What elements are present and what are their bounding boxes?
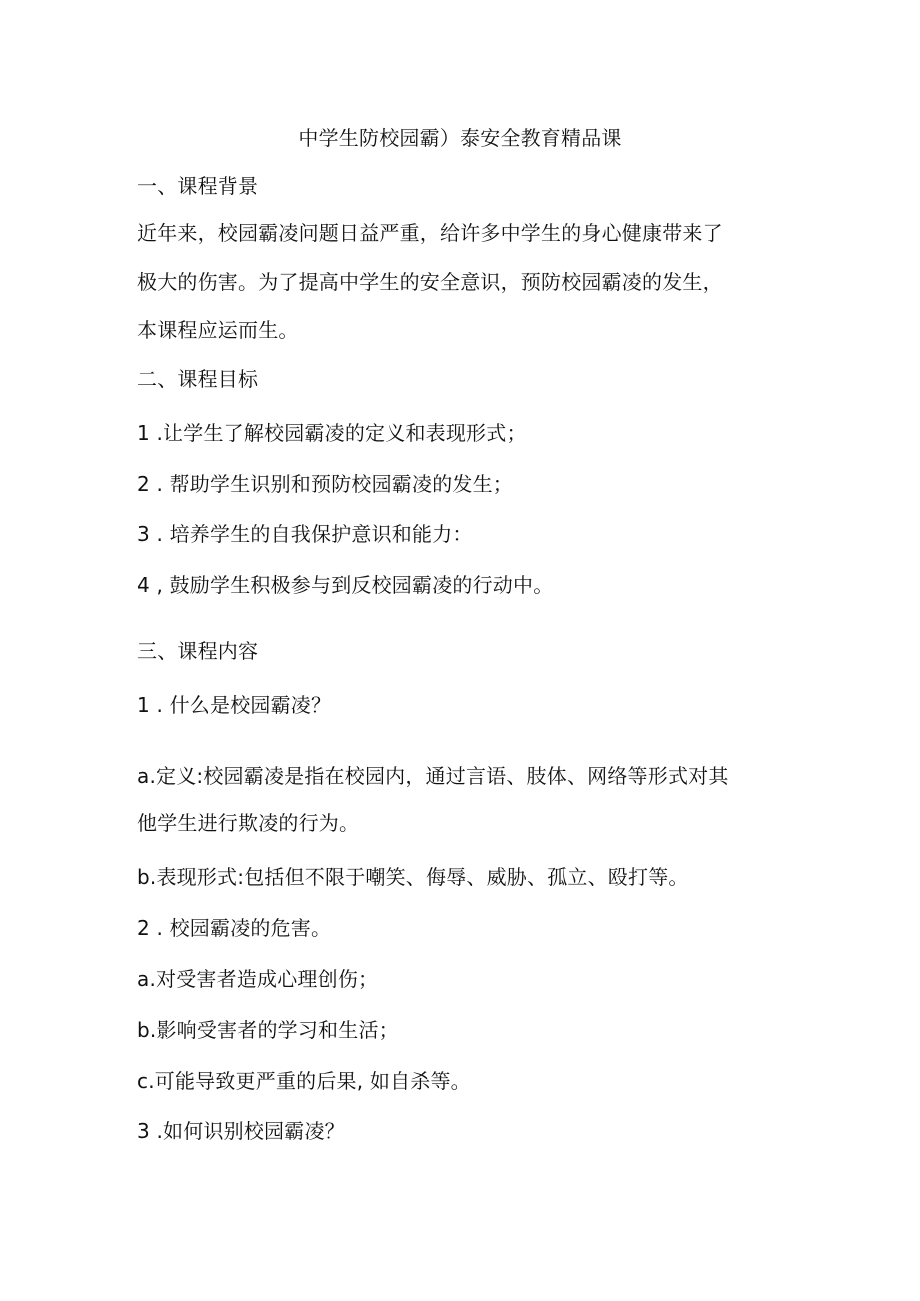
goal-item-2: 2 . 帮助学生识别和预防校园霸凌的发生； (137, 472, 513, 496)
section-heading-content: 三、课程内容 (137, 639, 259, 663)
section-heading-background: 一、课程背景 (137, 174, 259, 198)
goal-item-1: 1 .让学生了解校园霸凌的定义和表现形式； (137, 421, 527, 445)
content-q2-item-a: a.对受害者造成心理创伤； (137, 967, 379, 991)
section-heading-goals: 二、课程目标 (137, 367, 259, 391)
document-title: 中学生防校园霸）泰安全教育精品课 (298, 126, 622, 150)
content-q3-heading: 3 .如何识别校园霸凌？ (137, 1119, 345, 1143)
content-q2-item-c: c.可能导致更严重的后果, 如自杀等。 (137, 1069, 471, 1093)
goal-item-3: 3 . 培养学生的自我保护意识和能力： (137, 522, 473, 546)
content-q1-definition-line-2: 他学生进行欺凌的行为。 (137, 811, 360, 835)
content-q2-heading: 2 . 校园霸凌的危害。 (137, 916, 332, 940)
content-q1-forms: b.表现形式:包括但不限于嘲笑、侮辱、威胁、孤立、殴打等。 (137, 865, 689, 889)
goal-item-4: 4 , 鼓励学生积极参与到反校园霸凌的行动中。 (137, 573, 554, 597)
content-q1-definition-line-1: a.定义:校园霸凌是指在校园内，通过言语、肢体、网络等形式对其 (137, 764, 729, 788)
content-q1-heading: 1 . 什么是校园霸凌？ (137, 693, 332, 717)
content-q2-item-b: b.影响受害者的学习和生活； (137, 1018, 399, 1042)
background-paragraph-line-2: 极大的伤害。为了提高中学生的安全意识，预防校园霸凌的发生， (137, 270, 723, 294)
background-paragraph-line-1: 近年来，校园霸凌问题日益严重，给许多中学生的身心健康带来了 (137, 221, 723, 245)
background-paragraph-line-3: 本课程应运而生。 (137, 318, 299, 342)
